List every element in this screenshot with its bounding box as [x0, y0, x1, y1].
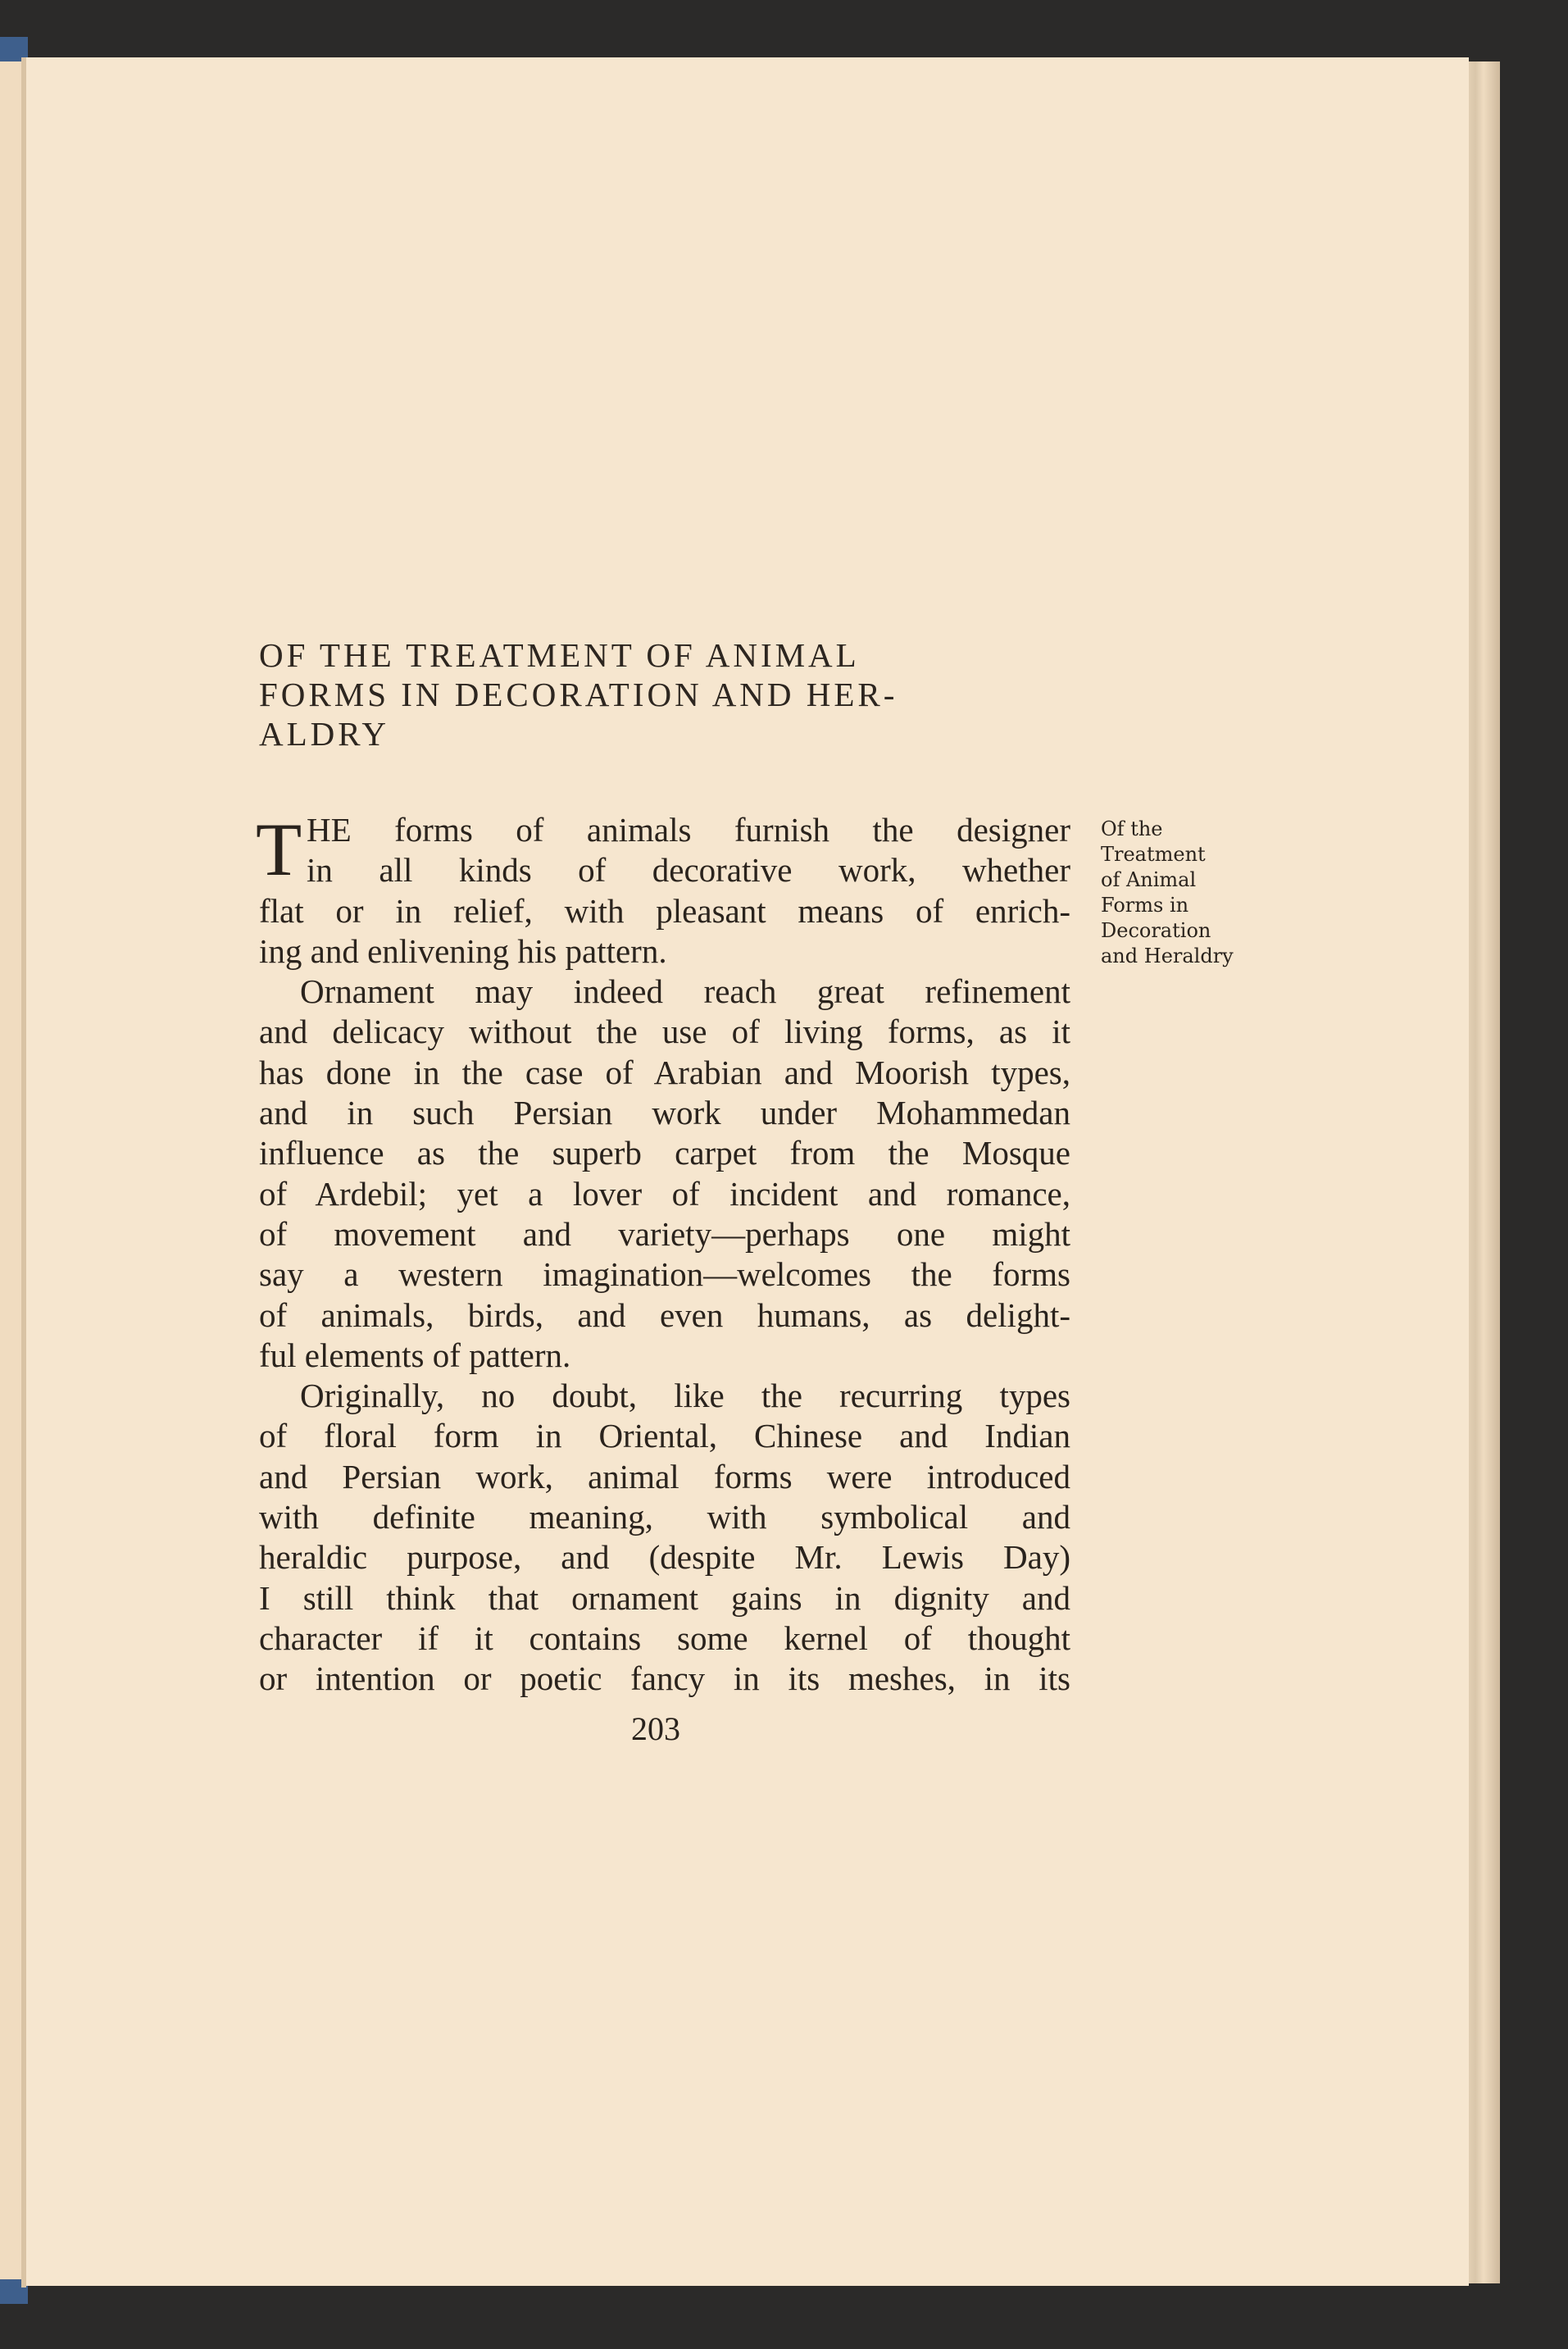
text-line: heraldic purpose, and (despite Mr. Lewis Day) — [259, 1538, 1070, 1577]
note-line: Of the — [1101, 817, 1163, 840]
note-line: Decoration — [1101, 919, 1211, 942]
text-line: HE forms of animals furnish the designer — [307, 811, 1070, 849]
text-line: ful elements of pattern. — [259, 1336, 571, 1374]
text-line: Originally, no doubt, like the recurring types — [300, 1377, 1070, 1415]
title-line: FORMS IN DECORATION AND HER- — [259, 676, 898, 713]
page-number: 203 — [631, 1710, 680, 1747]
text-line: of Ardebil; yet a lover of incident and romance, — [259, 1174, 1070, 1213]
text-line: and Persian work, animal forms were introduced — [259, 1457, 1070, 1495]
text-line: in all kinds of decorative work, whether — [307, 851, 1070, 890]
text-line: flat or in relief, with pleasant means of enrich- — [259, 891, 1070, 930]
text-line: Ornament may indeed reach great refinement — [300, 972, 1070, 1011]
chapter-title — [259, 635, 1079, 753]
note-line: Treatment — [1101, 843, 1206, 866]
note-line: Forms in — [1101, 894, 1189, 917]
text-line: say a western imagination—welcomes the forms — [259, 1255, 1070, 1294]
text-line: influence as the superb carpet from the Mosque — [259, 1134, 1070, 1172]
text-line: of animals, birds, and even humans, as delight- — [259, 1295, 1070, 1334]
text-line: of floral form in Oriental, Chinese and Indian — [259, 1417, 1070, 1455]
text-line: or intention or poetic fancy in its meshes, in its — [259, 1659, 1070, 1698]
text-line: and delicacy without the use of living forms, as it — [259, 1013, 1070, 1051]
text-line: I still think that ornament gains in dignity and — [259, 1578, 1070, 1617]
text-line: of movement and variety—perhaps one might — [259, 1214, 1070, 1253]
drop-cap: T — [256, 808, 302, 891]
text-line: and in such Persian work under Mohammedan — [259, 1094, 1070, 1132]
body-text — [256, 808, 1070, 1700]
marginal-note — [1101, 817, 1234, 969]
note-line: and Heraldry — [1101, 945, 1234, 967]
title-line: ALDRY — [259, 715, 389, 753]
text-line: character if it contains some kernel of thought — [259, 1618, 1070, 1657]
text-line: with definite meaning, with symbolical and — [259, 1498, 1070, 1536]
text-line: has done in the case of Arabian and Moorish types, — [259, 1053, 1070, 1091]
text-line: ing and enlivening his pattern. — [259, 931, 667, 970]
facing-page-edge — [0, 57, 21, 2288]
title-line: OF THE TREATMENT OF ANIMAL — [259, 636, 860, 674]
note-line: of Animal — [1101, 868, 1197, 891]
